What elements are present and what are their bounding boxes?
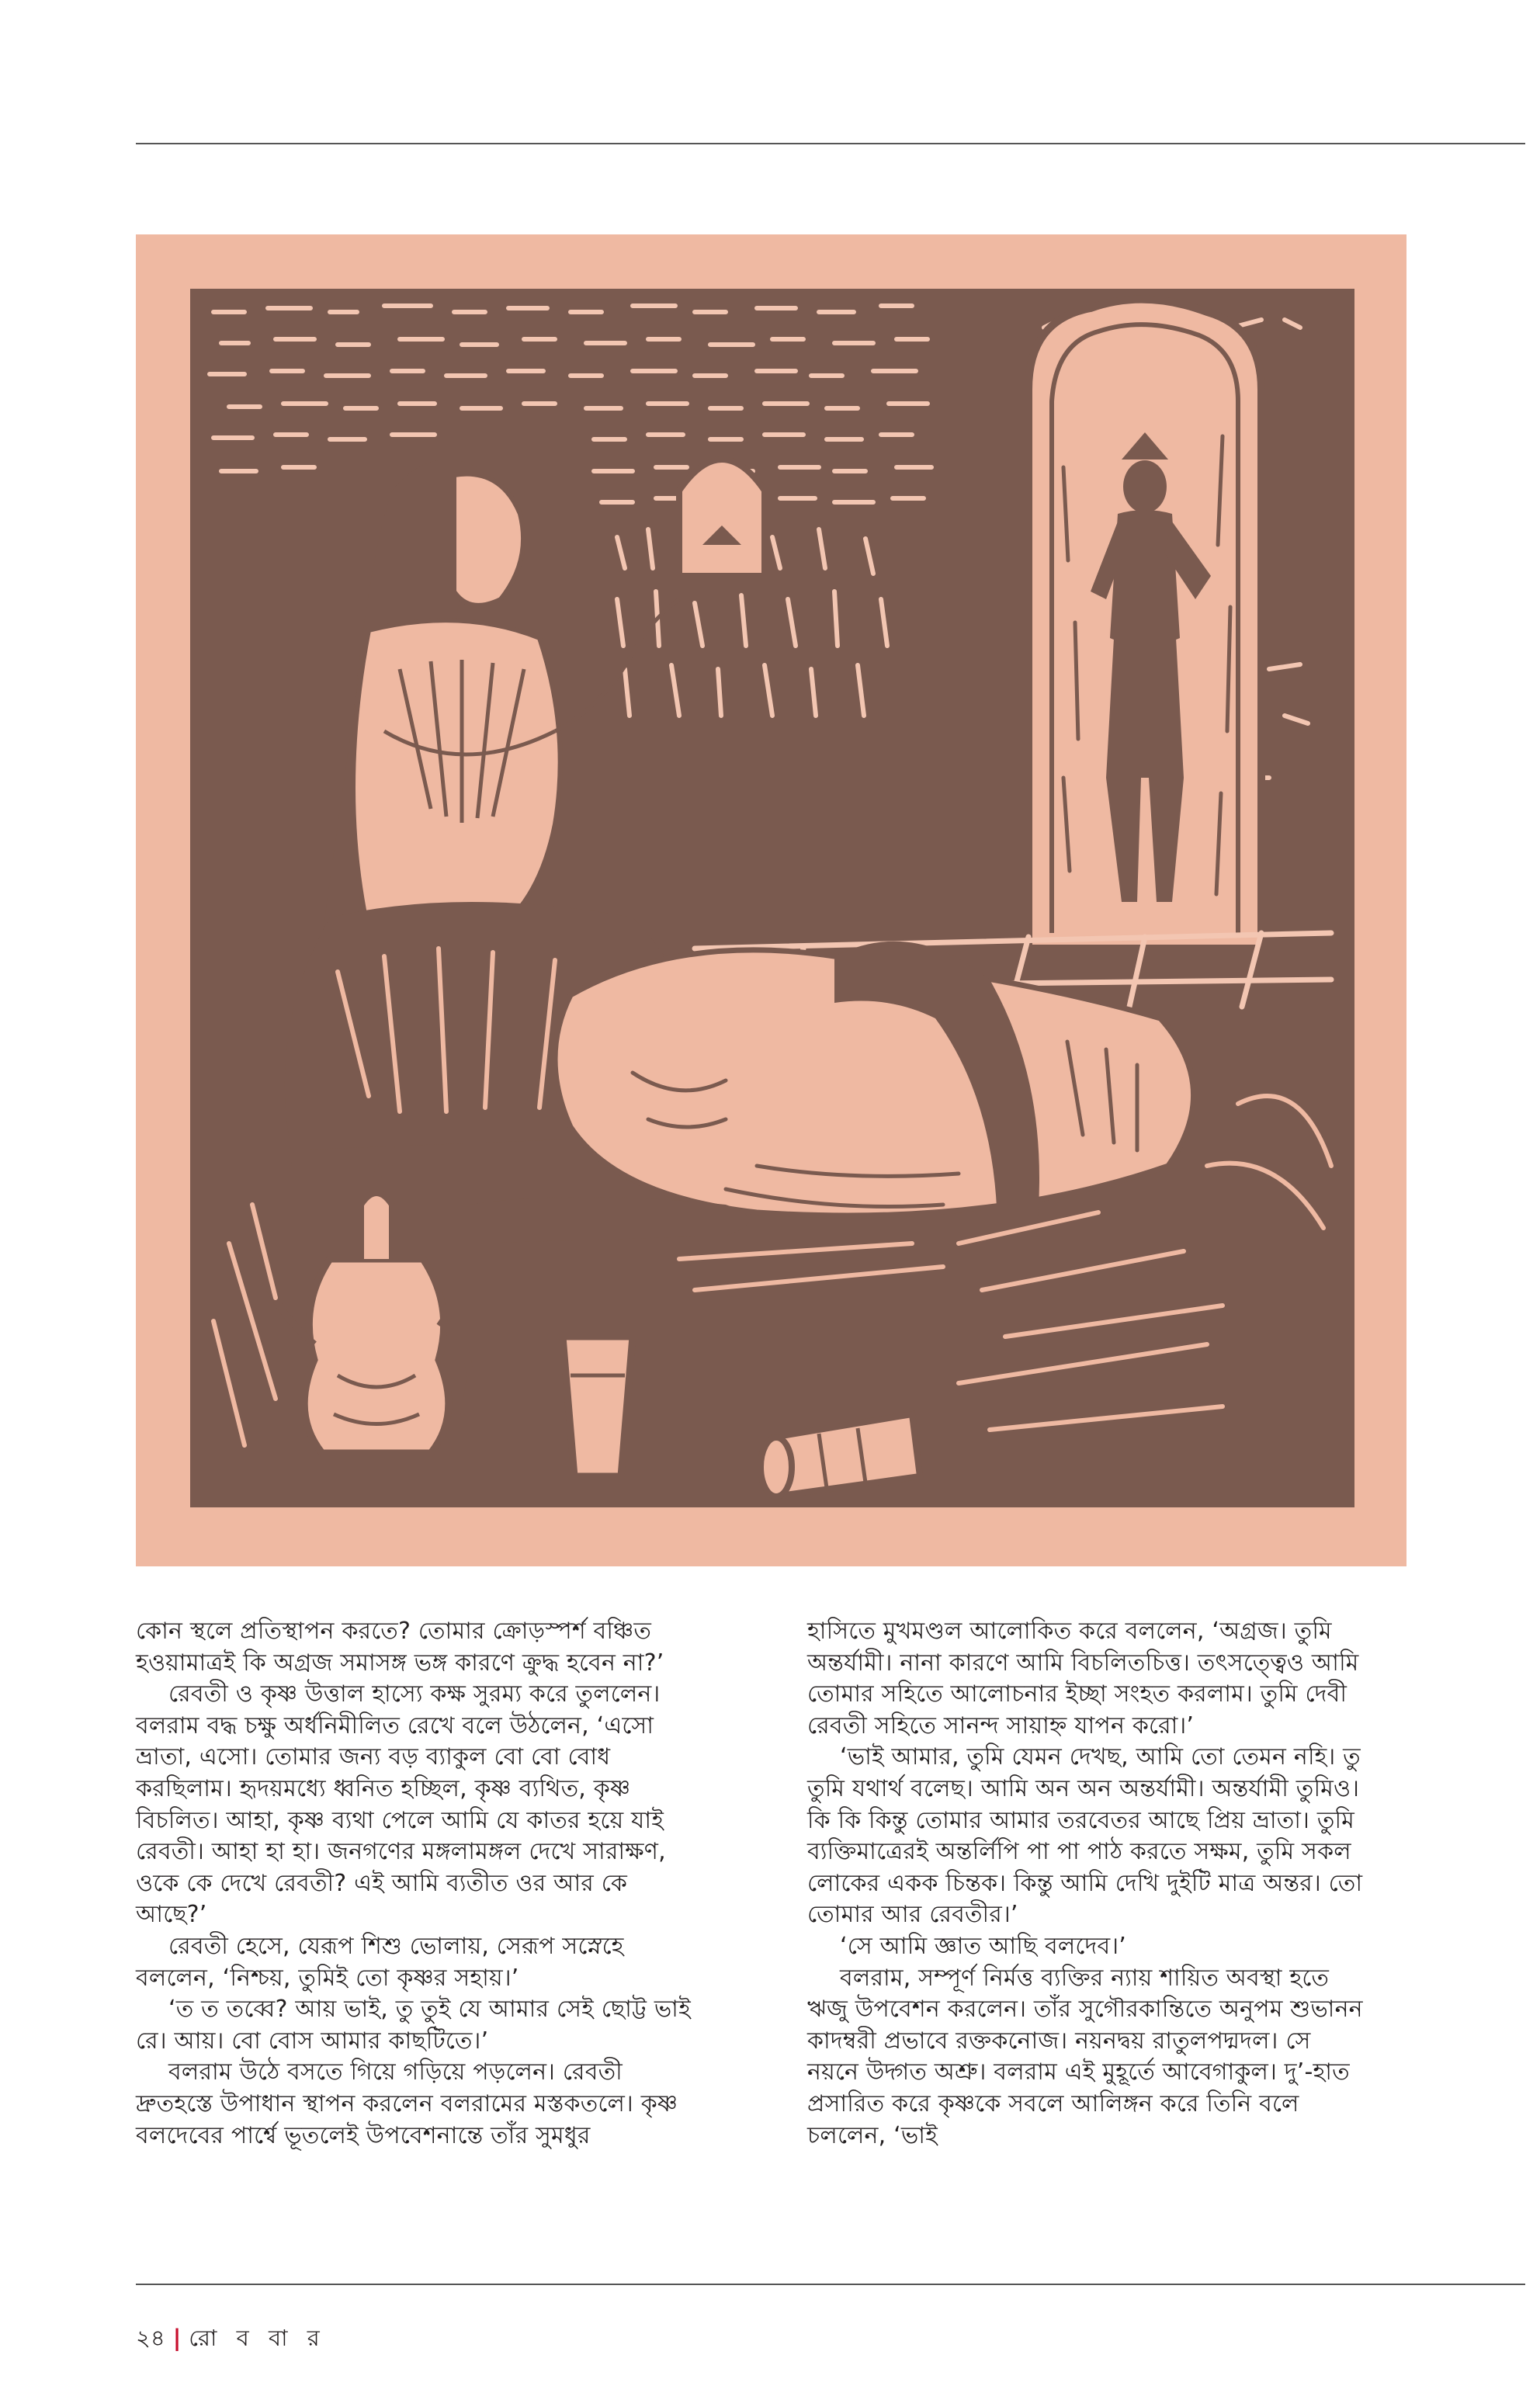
paragraph: বলরাম উঠে বসতে গিয়ে গড়িয়ে পড়লেন। রেবতী দ্রুতহস্তে উপাধান স্থাপন করলেন বলরামের মস্তকতলে। কৃষ্ণ বলদেবের পার্শ্বে ভূতলেই উপবেশনান্তে তাঁর সুমধুর <box>136 2058 678 2149</box>
paragraph: ‘ভাই আমার, তুমি যেমন দেখছ, আমি তো তেমন নহি। তু তুমি যথার্থ বলেছ। আমি অন অন অন্তর্যামী। অন্তর্যামী তুমিও। কি কি কিন্তু তোমার আমার তরবেতর আছে প্রিয় ভ্রাতা। তুমি ব্যক্তিমাত্রেরই অন্তর্লিপি পা পা পাঠ করতে সক্ষম, তুমি সকল লোকের একক চিন্তক। কিন্তু আমি দেখি দুইটি মাত্র অন্তর। তো তোমার আর রেবতীর।’ <box>807 1743 1363 1929</box>
folio-separator: | <box>172 2325 182 2351</box>
paragraph: ‘ত ত তব্বে? আয় ভাই, তু তুই যে আমার সেই ছোট্ট ভাই রে। আয়। বো বোস আমার কাছটিতে।’ <box>136 1996 691 2055</box>
paragraph: কোন স্থলে প্রতিস্থাপন করতে? তোমার ক্রোড়স্পর্শ বঞ্চিত হওয়ামাত্রই কি অগ্রজ সমাসঙ্গ ভঙ্গ কারণে ক্রুদ্ধ হবেন না?’ <box>136 1618 664 1677</box>
page-number: ২৪ <box>136 2325 165 2351</box>
small-window <box>679 460 765 576</box>
bottom-rule <box>136 2284 1525 2285</box>
paragraph: হাসিতে মুখমণ্ডল আলোকিত করে বললেন, ‘অগ্রজ। তুমি অন্তর্যামী। নানা কারণে আমি বিচলিতচিত্ত। তৎসত্ত্বেও আমি তোমার সহিতে আলোচনার ইচ্ছা সংহত করলাম। তুমি দেবী রেবতী সহিতে সানন্দ সায়াহ্ন যাপন করো।’ <box>807 1618 1359 1739</box>
paragraph: ‘সে আমি জ্ঞাত আছি বলদেব।’ <box>840 1932 1127 1960</box>
paragraph: বলরাম, সম্পূর্ণ নির্মত্ত ব্যক্তির ন্যায় শায়িত অবস্থা হতে ঋজু উপবেশন করলেন। তাঁর সুগৌরকান্তিতে অনুপম শুভানন কাদম্বরী প্রভাবে রক্তকনোজ। নয়নদ্বয় রাতুলপদ্মদল। সে নয়নে উদ্গত অশ্রু। বলরাম এই মুহূর্তে আবেগাকুল। দু’-হাত প্রসারিত করে কৃষ্ণকে সবলে আলিঙ্গন করে তিনি বলে চললেন, ‘ভাই <box>807 1964 1363 2149</box>
woman-torso <box>353 620 560 933</box>
drinking-glass <box>563 1337 633 1476</box>
page-footer <box>136 2321 326 2359</box>
illustration <box>136 234 1406 1566</box>
article-column-right <box>807 1616 1366 2152</box>
paragraph: রেবতী হেসে, যেরূপ শিশু ভোলায়, সেরূপ সস্নেহে বললেন, ‘নিশ্চয়, তুমিই তো কৃষ্ণর সহায়।’ <box>136 1932 624 1992</box>
paragraph: রেবতী ও কৃষ্ণ উত্তাল হাস্যে কক্ষ সুরম্য করে তুললেন। বলরাম বদ্ধ চক্ষু অর্ধনিমীলিত রেখে বলে উঠলেন, ‘এসো ভ্রাতা, এসো। তোমার জন্য বড় ব্যাকুল বো বো বোধ করছিলাম। হৃদয়মধ্যে ধ্বনিত হচ্ছিল, কৃষ্ণ ব্যথিত, কৃষ্ণ বিচলিত। আহা, কৃষ্ণ ব্যথা পেলে আমি যে কাতর হয়ে যাই রেবতী। আহা হা হা। জনগণের মঙ্গলামঙ্গল দেখে সারাক্ষণ, ওকে কে দেখে রেবতী? এই আমি ব্যতীত ওর আর কে আছে?’ <box>136 1680 666 1929</box>
magazine-name: রো ব বা র <box>189 2325 326 2351</box>
woodcut-illustration <box>136 234 1406 1566</box>
article-column-left <box>136 1616 695 2152</box>
top-rule <box>136 143 1525 144</box>
